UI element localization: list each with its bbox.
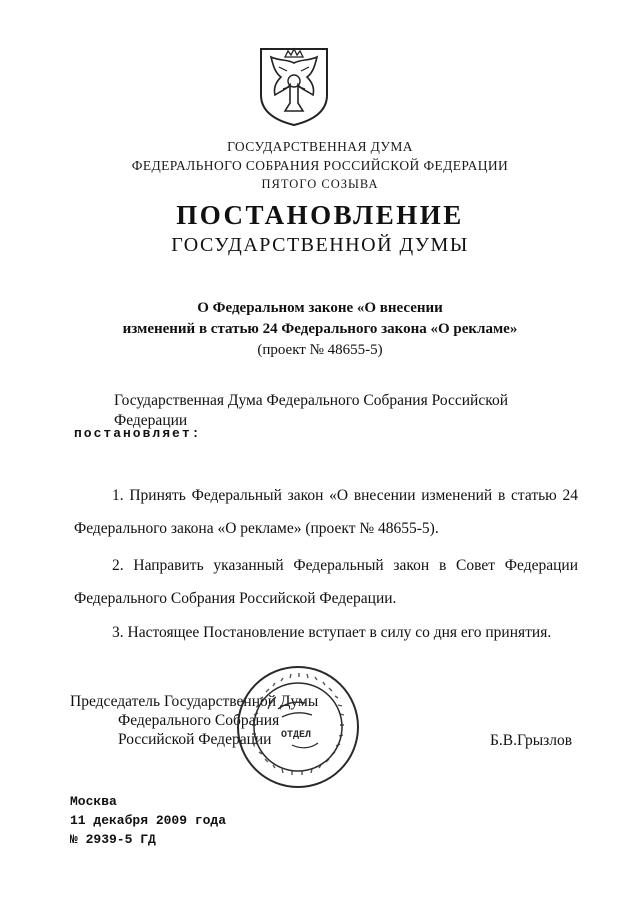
subject-line2: изменений в статью 24 Федерального закона «О рекламе» xyxy=(122,321,518,337)
item-2-line2: Федерального Собрания Российской Федерации. xyxy=(74,590,397,607)
org-name-line1: ГОСУДАРСТВЕННАЯ ДУМА xyxy=(227,139,413,154)
document-subtitle: ГОСУДАРСТВЕННОЙ ДУМЫ xyxy=(171,234,469,256)
document-date: 11 декабря 2009 года xyxy=(70,813,227,828)
signer-title-line1: Председатель Государственной Думы xyxy=(70,693,319,710)
subject-line1: О Федеральном законе «О внесении xyxy=(197,300,443,316)
document-title: ПОСТАНОВЛЕНИЕ xyxy=(176,200,464,230)
convocation-label: ПЯТОГО СОЗЫВА xyxy=(261,177,379,191)
item-3: 3. Настоящее Постановление вступает в силу со дня его принятия. xyxy=(112,624,552,641)
russian-coat-of-arms-icon xyxy=(257,45,331,129)
intro-paragraph: Государственная Дума Федерального Собрания Российской Федерации xyxy=(114,392,508,429)
decides-keyword: постановляет: xyxy=(74,426,202,441)
stamp-center-text: ОТДЕЛ xyxy=(280,730,312,741)
bill-number: (проект № 48655-5) xyxy=(257,342,383,358)
signer-title-line2: Федерального Собрания xyxy=(118,712,280,729)
org-name-line2: ФЕДЕРАЛЬНОГО СОБРАНИЯ РОССИЙСКОЙ ФЕДЕРАЦИИ xyxy=(131,158,509,173)
signer-title-line3: Российской Федерации xyxy=(118,731,272,748)
item-1-line2: Федерального закона «О рекламе» (проект № 48655-5). xyxy=(74,520,439,537)
item-2-line1: 2. Направить указанный Федеральный закон в Совет Федерации xyxy=(112,557,578,574)
item-1-line1: 1. Принять Федеральный закон «О внесении изменений в статью 24 xyxy=(112,487,578,504)
document-number: № 2939-5 ГД xyxy=(70,832,156,847)
city: Москва xyxy=(70,794,117,809)
signer-name: Б.В.Грызлов xyxy=(490,732,573,749)
official-stamp-icon xyxy=(234,663,362,791)
